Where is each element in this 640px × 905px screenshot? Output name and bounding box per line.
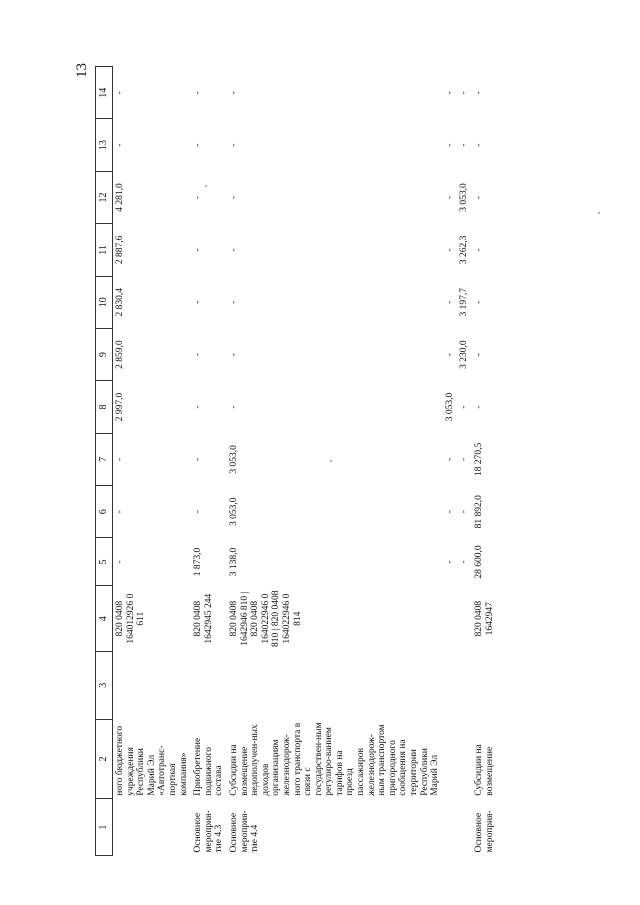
cell-value: 3 053,0 [228, 445, 239, 474]
cell-value: - [193, 405, 204, 409]
cell-value: - [193, 457, 204, 461]
cell-value: 3 262,3 [459, 235, 470, 265]
cell-value: - [228, 143, 239, 147]
cell-event: Основное мероприя- [474, 810, 495, 853]
cell-value: - [115, 457, 125, 461]
col-header: 14 [96, 67, 113, 119]
cell-value: - [444, 143, 455, 147]
col-header: 9 [96, 328, 113, 380]
cell-value: - [474, 91, 484, 95]
cell-name: Субсидии на возмещение [474, 744, 495, 796]
cell-value: 3 138,0 [228, 547, 239, 577]
cell-value: - [474, 143, 484, 147]
table-row [472, 67, 497, 856]
cell-value: - [444, 195, 455, 200]
cell-value: - [115, 91, 125, 95]
cell-value: 2 830,4 [115, 288, 125, 317]
table-row [191, 67, 227, 856]
cell-value: - [444, 510, 455, 514]
cell-value: - [193, 248, 204, 252]
cell-code: 820 0408 164012926 0 611 [115, 593, 147, 644]
cell-col3 [457, 651, 472, 719]
cell-value: - [474, 405, 484, 409]
cell-name [443, 719, 458, 799]
page-number: 13 [74, 63, 90, 78]
cell-col3 [443, 651, 458, 719]
cell-value: 2 997,0 [115, 392, 125, 422]
cell-value: - [474, 300, 484, 304]
cell-value: - [444, 560, 455, 564]
cell-col3 [227, 651, 443, 719]
cell-value: - [228, 91, 239, 95]
cell-value: 3 197,7 [459, 288, 470, 317]
cell-value: - [444, 457, 455, 461]
rotated-table-page [95, 66, 615, 856]
col-header: 10 [96, 276, 113, 328]
col-header: 13 [96, 119, 113, 171]
cell-event [443, 799, 458, 856]
scan-speck [330, 460, 332, 462]
cell-value: 81 892,0 [474, 495, 484, 529]
cell-code: 820 0408 1642945 244 [193, 593, 214, 644]
cell-value: - [228, 353, 239, 357]
cell-col3 [472, 651, 497, 719]
header-row [96, 67, 113, 856]
cell-value: - [459, 457, 470, 461]
cell-value: 4 281,0 [115, 183, 125, 212]
col-header: 6 [96, 486, 113, 538]
cell-value: - [474, 195, 484, 200]
cell-value: - [193, 510, 204, 514]
cell-value: 2 859,0 [115, 340, 125, 369]
table-row [227, 67, 443, 856]
cell-name: ного бюджетного учреждения Республики Марий Эл «Автотранс-портная компания» [115, 725, 189, 796]
cell-value: - [228, 405, 239, 409]
col-header: 11 [96, 224, 113, 276]
scan-speck [598, 212, 600, 214]
cell-col3 [191, 651, 227, 719]
col-header: 5 [96, 538, 113, 586]
cell-value: - [444, 353, 455, 357]
cell-name: Субсидии на возмещение недополучен-ных доходов организациям железнодорож-ного транспорта в связи с государствен-ным регулиро-ванием тарифов на проезд пассажиров железнодорож-ным транспортом пригородного сообщения на территории Республики Марий Эл [228, 722, 441, 796]
cell-event: Основное мероприя-тие 4.3 [193, 810, 225, 853]
cell-code: 820 0408 1642947 [474, 600, 495, 637]
cell-value: - [115, 510, 125, 514]
cell-value: - [193, 143, 204, 147]
cell-value: 28 600,0 [474, 545, 484, 579]
cell-value: - [115, 143, 125, 147]
cell-value: - [115, 560, 125, 564]
cell-value: - [193, 91, 204, 95]
cell-value: 18 270,5 [474, 442, 484, 477]
budget-table [95, 66, 497, 856]
cell-value: 2 887,6 [115, 235, 125, 265]
cell-value: - [444, 300, 455, 304]
cell-value: - [459, 143, 470, 147]
cell-code [457, 586, 472, 651]
cell-name: Приобретение подвижного состава [193, 737, 225, 796]
col-header: 8 [96, 381, 113, 433]
cell-value: - [228, 248, 239, 252]
cell-value: - [193, 300, 204, 304]
cell-value: 3 053,0 [228, 497, 239, 527]
cell-value: - [459, 510, 470, 514]
cell-event: Основное мероприя-тие 4.4 [228, 810, 261, 853]
cell-value: - [459, 405, 470, 409]
cell-value: 1 873,0 [193, 547, 204, 577]
cell-value: - [193, 195, 204, 200]
col-header: 4 [96, 586, 113, 651]
cell-col3 [113, 651, 192, 719]
col-header: 2 [96, 719, 113, 799]
cell-code: 820 0408 1642946 810 | 820 0408 164022946 0 810 | 820 0408 164022946 0 814 [228, 590, 303, 647]
cell-value: - [228, 195, 239, 200]
cell-value: - [459, 91, 470, 95]
table-row [443, 67, 458, 856]
cell-event [457, 799, 472, 856]
cell-value: - [474, 353, 484, 357]
col-header: 1 [96, 799, 113, 856]
table-row [113, 67, 192, 856]
cell-code [443, 586, 458, 651]
col-header: 12 [96, 171, 113, 223]
col-header: 7 [96, 433, 113, 485]
cell-value: - [444, 248, 455, 252]
cell-name [457, 719, 472, 799]
cell-value: 3 230,0 [459, 340, 470, 369]
scan-speck [205, 185, 207, 187]
cell-value: 3 053,0 [459, 183, 470, 212]
cell-value: - [444, 91, 455, 95]
col-header: 3 [96, 651, 113, 719]
cell-value: - [474, 248, 484, 252]
cell-value: - [228, 300, 239, 304]
table-row [457, 67, 472, 856]
cell-value: 3 053,0 [444, 392, 455, 422]
cell-value: - [459, 560, 470, 564]
cell-value: - [193, 353, 204, 357]
cell-event [113, 799, 192, 856]
